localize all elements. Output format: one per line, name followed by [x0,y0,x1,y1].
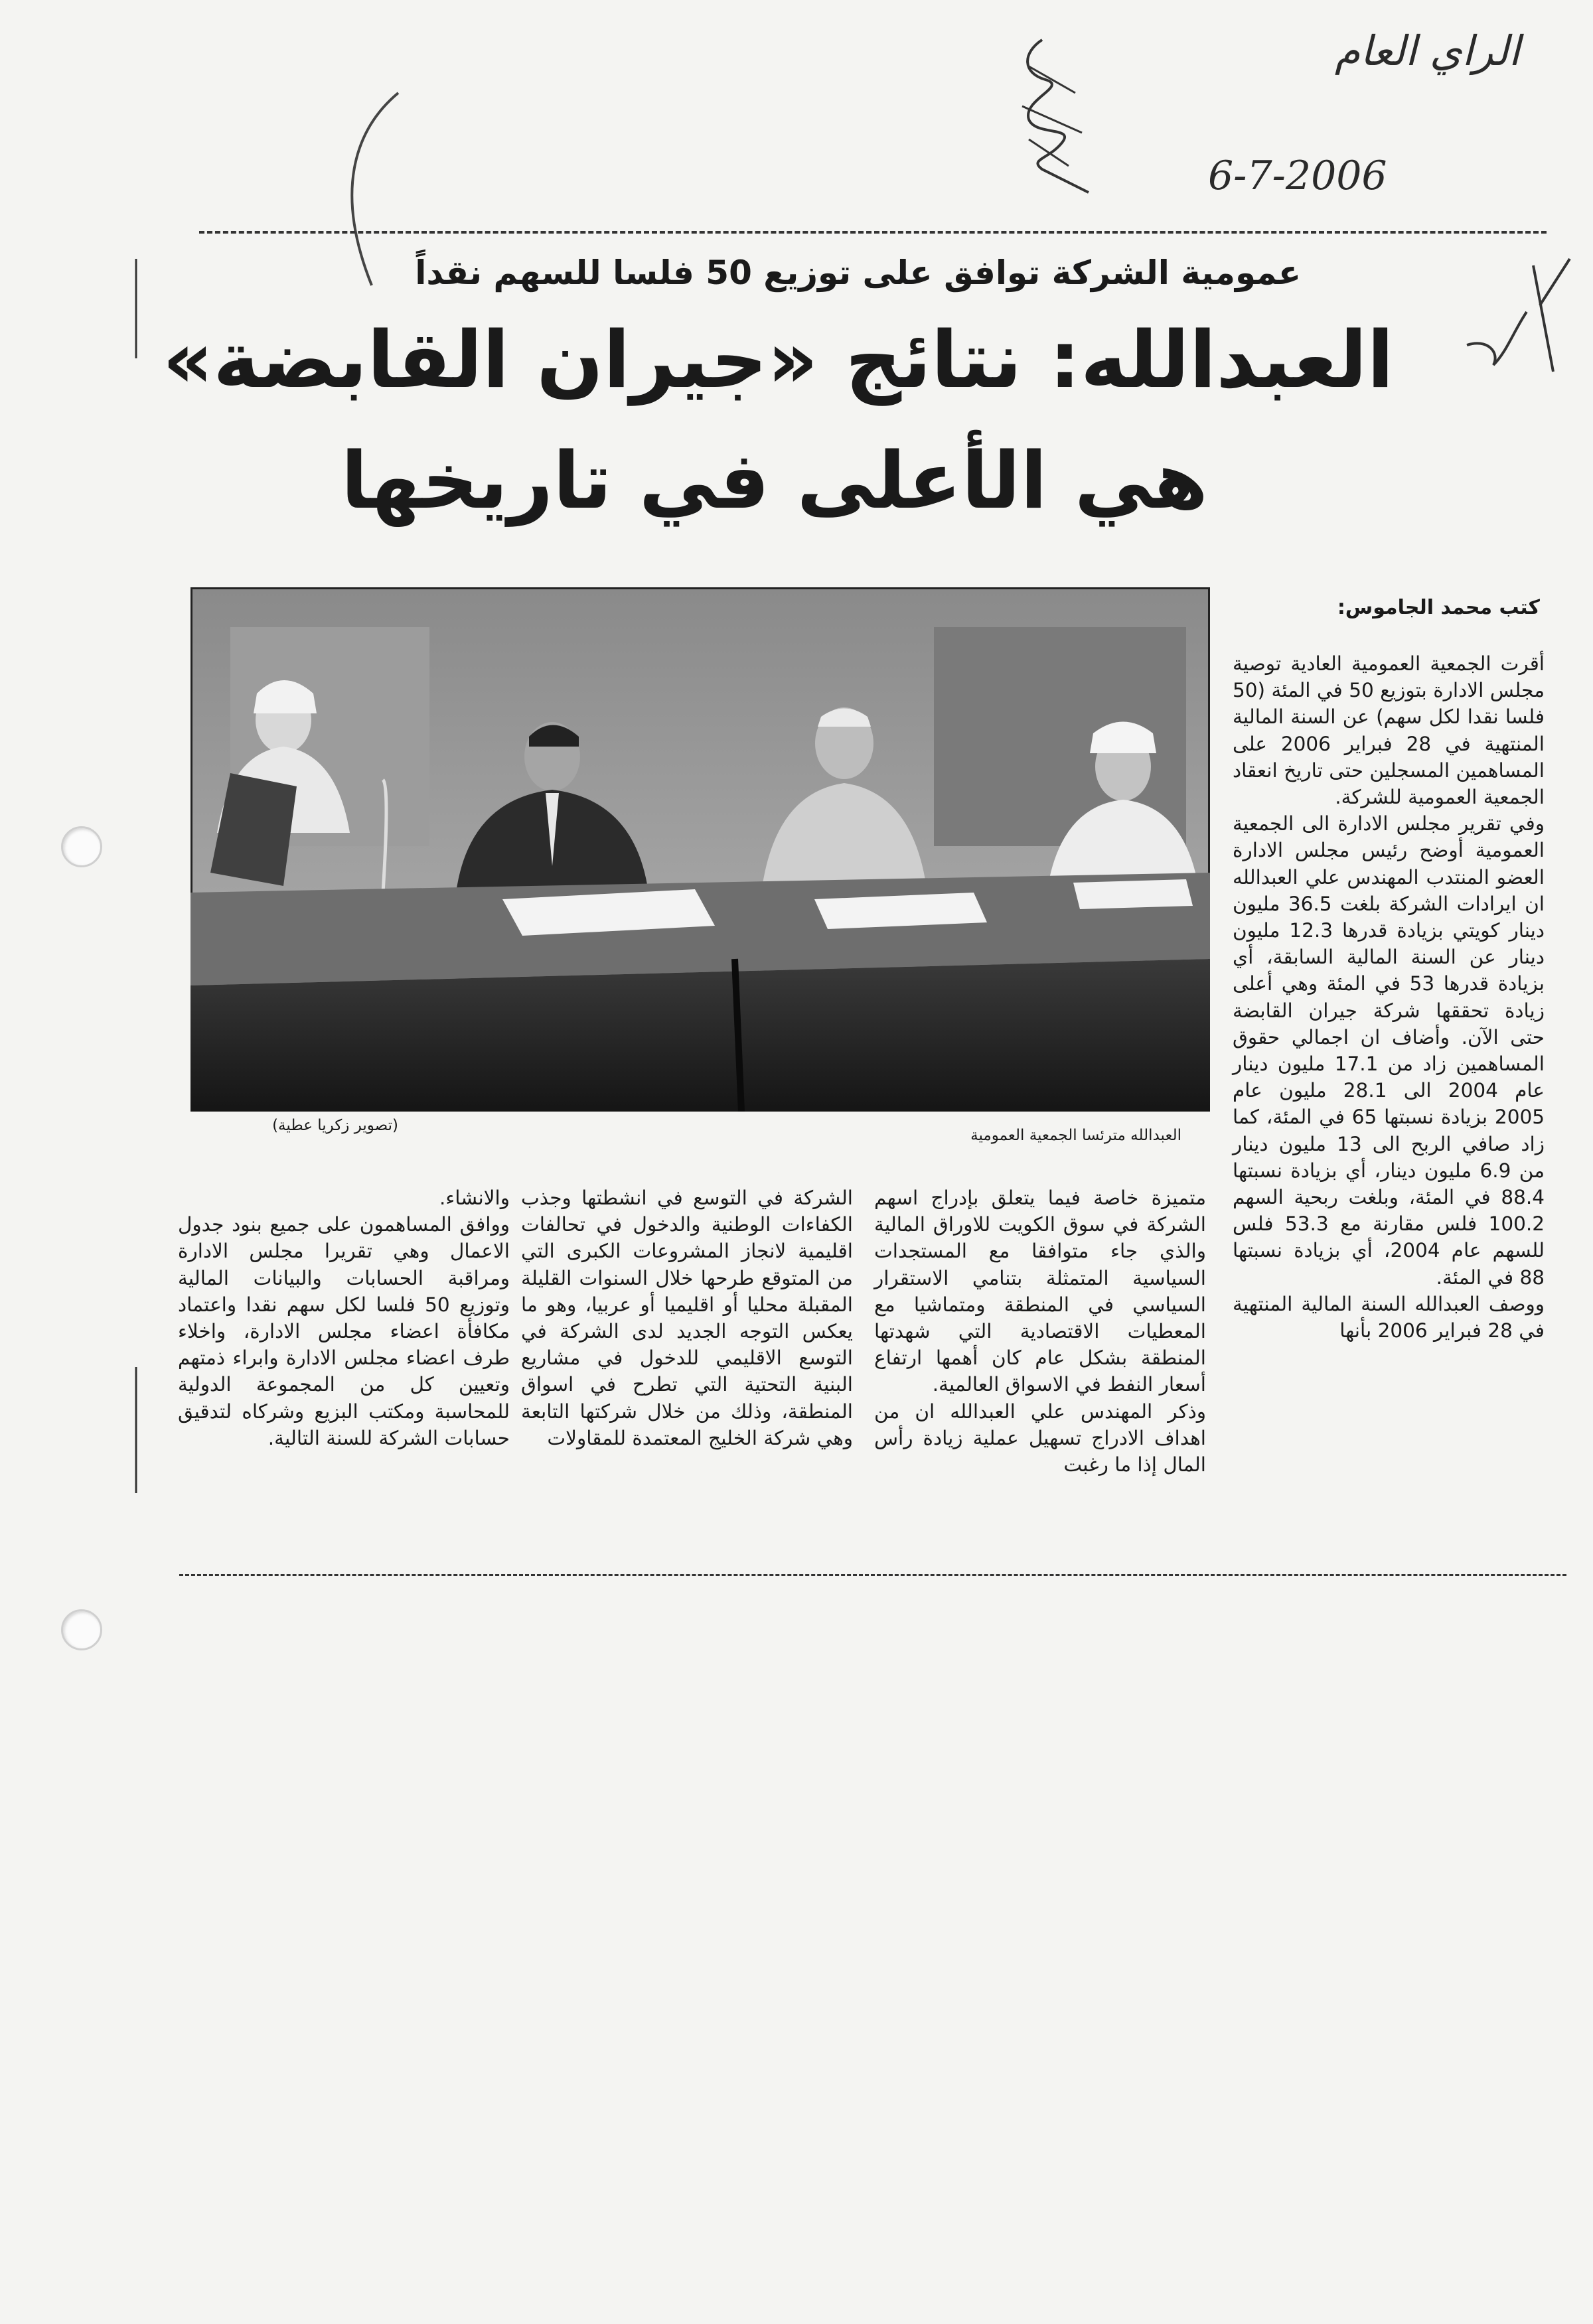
article-headline-line2: هي الأعلى في تاريخها [341,435,1208,526]
left-bracket-mark-lower [129,1367,143,1493]
punch-hole-bottom [61,1609,102,1650]
handwritten-source-name: الراي العام [1334,27,1520,75]
column-2-paragraph-1: متميزة خاصة فيما يتعلق بإدراج اسهم الشركة في سوق الكويت للاوراق المالية والذي جاء متوافقا مع المستجدات السياسية المتمثلة بتنامي الاستقرار السياسي في المنطقة ومتماشيا مع المعطيات الاقتصادية التي شهدتها المنطقة بشكل عام كان أهمها ارتفاع أسعار النفط في الاسواق العالمية. [874,1187,1206,1396]
column-1-paragraph-3: ووصف العبدالله السنة المالية المنتهية في 28 فبراير 2006 بأنها [1233,1292,1545,1343]
article-photo [190,587,1210,1112]
handwritten-signature-scribble [982,27,1128,199]
article-column-4 [178,1185,510,1451]
handwritten-check-mark [1454,252,1573,398]
photo-credit: (تصوير زكريا عطية) [272,1117,398,1134]
column-2-paragraph-2: وذكر المهندس علي العبدالله ان من اهداف الادراج تسهيل عملية زيادة رأس المال إذا ما رغبت [874,1400,1206,1477]
column-1-paragraph-2: وفي تقرير مجلس الادارة الى الجمعية العمومية أوضح رئيس مجلس الادارة العضو المنتدب المهندس علي العبدالله ان ايرادات الشركة بلغت 36.5 مليون دينار كويتي بزيادة قدرها 12.3 مليون دينار عن السنة المالية السابقة، أي بزيادة قدرها 53 في المئة وهي أعلى زيادة تحققها شركة جيران القابضة حتى الآن. وأضاف ان اجمالي حقوق المساهمين زاد من 17.1 مليون دينار عام 2004 الى 28.1 مليون عام 2005 بزيادة نسبتها 65 في المئة، كما زاد صافي الربح الى 13 مليون دينار من 6.9 مليون دينار، أي بزيادة نسبتها 88.4 في المئة، وبلغت ربحية السهم 100.2 فلس مقارنة مع 53.3 فلس للسهم عام 2004، أي بزيادة نسبتها 88 في المئة. [1233,812,1545,1289]
article-kicker: عمومية الشركة توافق على توزيع 50 فلسا للسهم نقداً [415,254,1301,292]
punch-hole-top [61,826,102,867]
column-3-paragraph-1: الشركة في التوسع في انشطتها وجذب الكفاءات الوطنية والدخول في تحالفات اقليمية لانجاز المشروعات الكبرى التي من المتوقع طرحها خلال السنوات القليلة المقبلة محليا أو اقليميا أو عربيا، وهو ما يعكس التوجه الجديد لدى الشركة في التوسع الاقليمي للدخول في مشاريع البنية التحتية التي تطرح في اسواق المنطقة، وذلك من خلال شركتها التابعة وهي شركة الخليج المعتمدة للمقاولات [521,1187,853,1449]
article-headline-line1: العبدالله: نتائج «جيران القابضة» [162,314,1394,405]
article-column-2 [874,1185,1206,1478]
clipping-top-rule [199,231,1547,234]
article-byline: كتب محمد الجاموس: [1337,596,1540,619]
handwritten-date: 6-7-2006 [1208,153,1387,199]
column-4-paragraph-2: ووافق المساهمون على جميع بنود جدول الاعمال وهي تقريرا مجلس الادارة ومراقبة الحسابات والبيانات المالية وتوزيع 50 فلسا لكل سهم نقدا واعتماد مكافأة اعضاء مجلس الادارة، واخلاء طرف اعضاء مجلس الادارة وابراء ذمتهم وتعيين كل من المجموعة الدولية للمحاسبة ومكتب البزيع وشركاه لتدقيق حسابات الشركة للسنة التالية. [178,1213,510,1449]
column-1-paragraph-1: أقرت الجمعية العمومية العادية توصية مجلس الادارة بتوزيع 50 في المئة (50 فلسا نقدا لكل سهم) عن السنة المالية المنتهية في 28 فبراير 2006 على المساهمين المسجلين حتى تاريخ انعقاد الجمعية العمومية للشركة. [1233,652,1545,809]
photo-caption: العبدالله مترئسا الجمعية العمومية [970,1127,1181,1144]
column-4-paragraph-1: والانشاء. [439,1187,510,1209]
clipping-bottom-rule [179,1574,1566,1576]
article-column-3 [521,1185,853,1451]
article-column-1 [1233,650,1545,1344]
